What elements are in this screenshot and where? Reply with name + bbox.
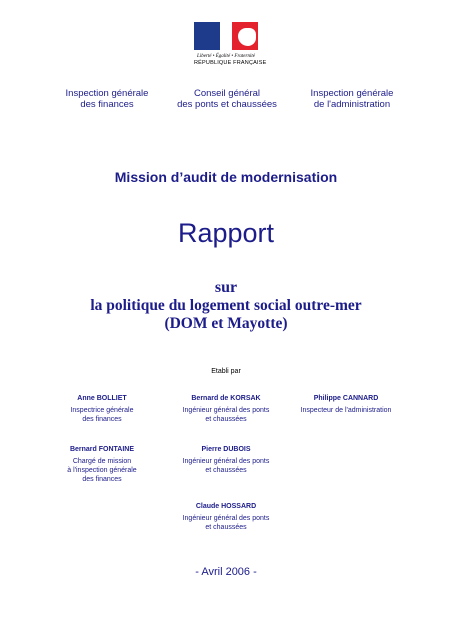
flag-icon xyxy=(194,22,258,50)
institution-igf: Inspection générale des finances xyxy=(65,88,149,110)
subtitle-sur: sur xyxy=(214,279,238,296)
member-hossard: Claude HOSSARD Ingénieur général des ponts et chaussées xyxy=(182,503,270,531)
member-fontaine: Bernard FONTAINE Chargé de mission à l'inspection générale des finances xyxy=(67,446,137,483)
member-dubois: Pierre DUBOIS Ingénieur général des ponts et chaussées xyxy=(182,446,270,474)
republique-francaise-logo xyxy=(194,22,267,66)
institution-cgpc: Conseil général des ponts et chaussées xyxy=(177,88,277,110)
marianne-icon xyxy=(238,28,256,46)
mission-heading: Mission d’audit de modernisation xyxy=(114,169,338,185)
member-bolliet: Anne BOLLIET Inspectrice générale des finances xyxy=(70,395,134,423)
member-de-korsak: Bernard de KORSAK Ingénieur général des ponts et chaussées xyxy=(182,395,270,423)
republic-label: RÉPUBLIQUE FRANÇAISE xyxy=(194,60,267,66)
member-cannard: Philippe CANNARD Inspecteur de l'administration xyxy=(300,395,392,414)
motto: Liberté • Égalité • Fraternité xyxy=(197,54,255,59)
institution-iga: Inspection générale de l'administration xyxy=(310,88,394,110)
report-title: Rapport xyxy=(177,218,275,248)
report-subject: la politique du logement social outre-mer (DOM et Mayotte) xyxy=(90,297,362,332)
report-date: - Avril 2006 - xyxy=(195,566,257,578)
etabli-par-label: Etabli par xyxy=(211,368,241,375)
